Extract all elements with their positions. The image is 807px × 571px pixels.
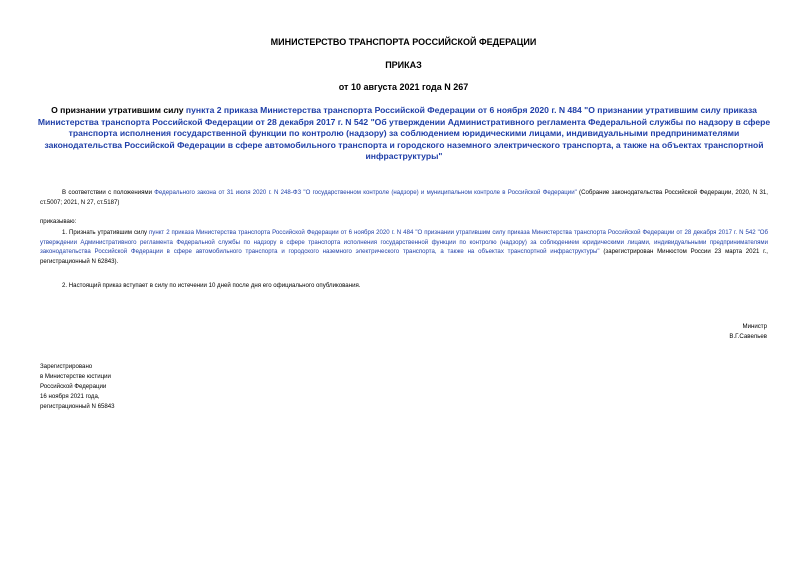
order-date-number: от 10 августа 2021 года N 267	[338, 82, 469, 92]
title-link[interactable]: пункта 2 приказа Министерства транспорта Российской Федерации от 6 ноября 2020 г. N 484 "О признании утратившим силу приказа Министерства транспорта Российской Федерации от 28 декабря 2017 г. N 542 "Об утверждении Административного регламента Федеральной службы по надзору в сфере транспорта исполнения государственной функции по контролю (надзору) за соблюдением юридическими лицами, индивидуальными предпринимателями законодательства Российской Федерации в сфере автомобильного транспорта и городского наземного электрического транспорта, а также на объектах транспортной инфраструктуры"	[37, 105, 771, 162]
doc-type-heading: ПРИКАЗ	[385, 60, 422, 70]
p1-prefix: В соответствии с положениями	[62, 189, 155, 196]
title-prefix: О признании утратившим силу	[51, 105, 186, 115]
signature-block	[729, 322, 767, 342]
paragraph-item-2: 2. Настоящий приказ вступает в силу по истечении 10 дней после дня его официального опубликования.	[62, 282, 361, 289]
registration-line-4: 16 ноября 2021 года,	[40, 393, 100, 400]
registration-line-5: регистрационный N 65843	[40, 403, 115, 410]
registration-line-3: Российской Федерации	[40, 383, 107, 390]
registration-line-1: Зарегистрировано	[40, 363, 93, 370]
order-word: приказываю:	[40, 218, 77, 225]
federal-law-link[interactable]: Федерального закона от 31 июля 2020 г. N 248-ФЗ "О государственном контроле (надзоре) и муниципальном контроле в Российской Федерации"	[154, 189, 577, 196]
registration-block	[40, 362, 115, 412]
document-title	[34, 105, 774, 163]
registration-line-2: в Министерстве юстиции	[40, 373, 111, 380]
signature-name: В.Г.Савельев	[729, 333, 767, 340]
p2-suffix: (зарегистрирован Минюстом России 23 марта 2021 г., регистрационный N 62843).	[40, 248, 768, 265]
signature-position: Министр	[742, 323, 767, 330]
p2-prefix: 1. Признать утратившим силу	[62, 229, 149, 236]
p1-suffix: (Собрание законодательства Российской Федерации, 2020, N 31, ст.5007; 2021, N 27, ст.5187)	[40, 189, 768, 206]
paragraph-item-1	[40, 228, 768, 266]
paragraph-basis	[40, 188, 768, 207]
repealed-order-link[interactable]: пункт 2 приказа Министерства транспорта Российской Федерации от 6 ноября 2020 г. N 484 "О признании утратившим силу приказа Министерства транспорта Российской Федерации от 28 декабря 2017 г. N 542 "Об утверждении Административного регламента Федеральной службы по надзору в сфере транспорта исполнения государственной функции по контролю (надзору) за соблюдением юридическими лицами, индивидуальными предпринимателями законодательства Российской Федерации в сфере автомобильного транспорта и городского наземного электрического транспорта, а также на объектах транспортной инфраструктуры"	[40, 229, 768, 256]
ministry-heading: МИНИСТЕРСТВО ТРАНСПОРТА РОССИЙСКОЙ ФЕДЕРАЦИИ	[270, 37, 537, 47]
